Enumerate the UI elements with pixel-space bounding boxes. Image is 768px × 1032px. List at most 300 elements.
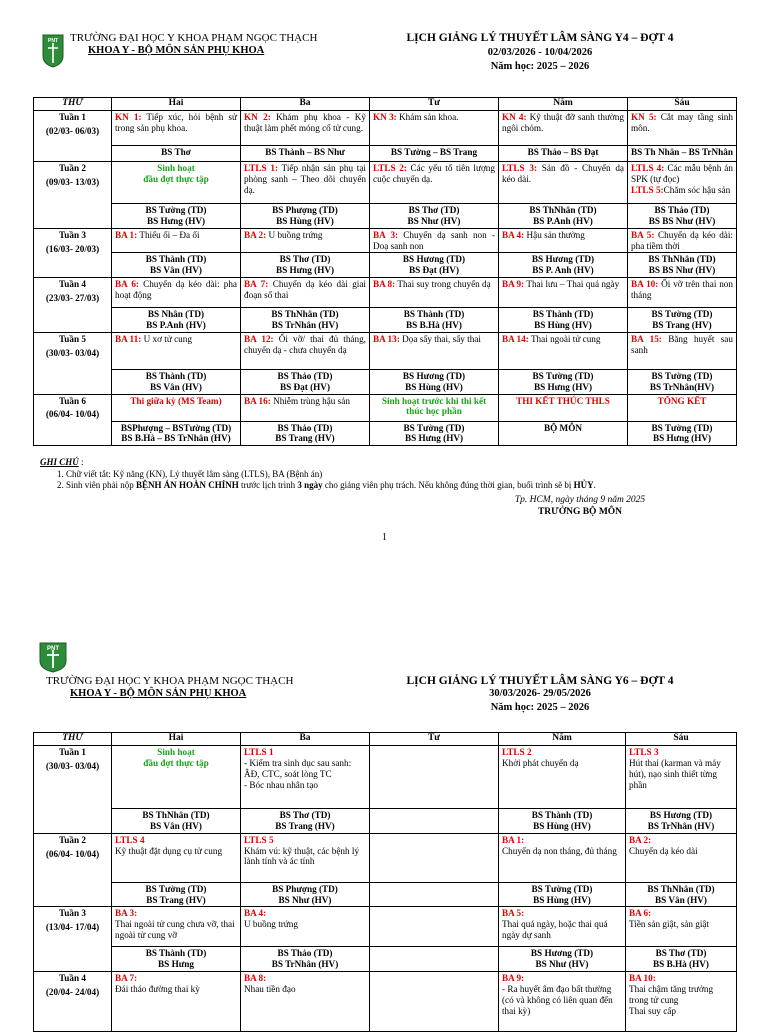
week-label <box>34 394 112 446</box>
topic-cell <box>370 394 499 421</box>
cell-text: BS Hùng (HV) <box>405 381 463 392</box>
week-label <box>34 907 112 972</box>
week-range: (30/03- 03/04) <box>45 760 100 771</box>
lecturer-cell <box>112 146 241 162</box>
cell-text: Chuyển dạ sanh non - Doạ sanh non <box>373 229 495 251</box>
lecturer-cell <box>241 308 370 333</box>
cell-text: Ối vỡ trên thai non tháng <box>631 279 733 301</box>
cell-text: BS Hùng (HV) <box>533 894 591 905</box>
week-name: Tuần 5 <box>59 333 86 344</box>
week-range: (20/04- 24/04) <box>45 987 100 998</box>
topic-cell <box>112 332 241 369</box>
schedule-table-y4 <box>33 97 737 446</box>
topic-code: KN 3: <box>373 112 397 122</box>
lecturer-cell <box>112 421 241 446</box>
school-logo <box>42 34 64 68</box>
topic-code: LTLS 5 <box>244 834 274 845</box>
cell-text: BS Nhân (TD) <box>147 309 205 320</box>
week-lecturer-row <box>34 204 737 229</box>
cell-text: U buồng trứng <box>244 919 298 930</box>
cell-text: Tiếp nhận sản phụ tại phòng sanh – Theo dõi chuyển dạ. <box>244 163 366 195</box>
topic-cell <box>241 394 370 421</box>
cell-text: BS Tường (TD) <box>651 309 713 320</box>
cell-text: Các yếu tố tiên lượng cuộc chuyển dạ. <box>373 163 495 184</box>
topic-cell <box>499 394 628 421</box>
week-label <box>34 111 112 162</box>
lecturer-cell <box>628 369 737 394</box>
week-name: Tuần 1 <box>59 112 86 122</box>
topic-cell <box>241 746 370 809</box>
title-text: LỊCH GIẢNG LÝ THUYẾT LÂM SÀNG Y6 – ĐỢT 4 <box>406 675 674 687</box>
lecturer-cell <box>112 882 241 907</box>
cell-text: BS Hùng (HV) <box>534 320 592 331</box>
lecturer-cell <box>628 421 737 446</box>
lecturer-cell <box>370 809 499 834</box>
cell-text: BS B.Hà (HV) <box>653 959 709 970</box>
cell-text: Đái tháo đường thai kỳ <box>115 984 200 995</box>
cell-text: Hút thai (karman và máy hút), nạo sinh thiết từng phần <box>629 757 721 790</box>
schedule-title <box>390 32 690 72</box>
cell-text: đầu đợt thực tập <box>143 173 209 184</box>
cell-text: BS Hưng (HV) <box>652 433 712 444</box>
lecturer-cell <box>370 308 499 333</box>
week-lecturer-row <box>34 146 737 162</box>
topic-code: BA 6: <box>115 279 139 290</box>
cell-text: BS Thảo (TD) <box>277 370 333 381</box>
cell-text: BS Hương (TD) <box>402 254 466 265</box>
cell-text: BS Trang (HV) <box>275 433 335 444</box>
lecturer-cell <box>241 809 370 834</box>
topic-cell <box>370 162 499 204</box>
week-name: Tuần 2 <box>59 163 86 173</box>
cell-text: Thai ngoài tử cung <box>528 333 601 344</box>
cell-text: Các mẫu bệnh án SPK (tự đọc) <box>631 163 733 184</box>
topic-code: BA 4: <box>502 229 525 240</box>
school-logo-icon <box>42 34 64 68</box>
topic-code: BA 10: <box>631 279 659 290</box>
cell-text: BS Trang (HV) <box>652 320 712 331</box>
cell-text: BS Thơ <box>161 147 191 157</box>
week-name: Tuần 1 <box>59 747 86 757</box>
cell-text: BS Thảo (TD) <box>277 948 333 959</box>
cell-text: BS ThNhân (TD) <box>529 205 597 215</box>
cell-text: Chuyển dạ kéo dài <box>629 845 698 856</box>
week-label <box>34 746 112 834</box>
lecturer-cell <box>370 204 499 229</box>
topic-code: BA 3: <box>373 229 399 240</box>
cell-text: Thai suy trong chuyển dạ <box>395 279 491 290</box>
cell-text: BS Vân (HV) <box>655 894 707 905</box>
topic-code: BA 8: <box>244 973 267 984</box>
cell-text: BS Phượng (TD) <box>272 205 338 215</box>
school-logo <box>38 641 68 673</box>
week-name: Tuần 3 <box>59 229 86 240</box>
week-topic-row <box>34 162 737 204</box>
header-day: Ba <box>241 733 370 746</box>
topic-code: LTLS 2 <box>502 747 532 757</box>
cell-text: BS Thành (TD) <box>532 309 594 320</box>
lecturer-cell <box>628 146 737 162</box>
cell-text: BS Tường – BS Trang <box>390 147 478 157</box>
cell-text: BS Tường (TD) <box>145 205 207 215</box>
week-label <box>34 278 112 333</box>
cell-text: Cắt may tầng sinh môn. <box>631 112 733 133</box>
topic-cell <box>112 746 241 809</box>
topic-code: BA 5: <box>631 229 655 240</box>
week-topic-row <box>34 746 737 809</box>
signer-title: TRƯỞNG BỘ MÔN <box>537 507 623 517</box>
cell-text: BỘ MÔN <box>543 422 583 433</box>
topic-code: LTLS 1 <box>244 747 274 757</box>
cell-text: BS Như (HV) <box>278 894 332 905</box>
cell-text: Chuyển dạ kéo dài: pha hoạt động <box>115 279 237 301</box>
cell-text: BS P.Anh (HV) <box>533 215 593 226</box>
topic-cell <box>241 278 370 308</box>
cell-text: Khám phụ khoa - Kỹ thuật làm phết móng cổ tử cung. <box>244 112 366 133</box>
cell-text: BS Thành (TD) <box>145 254 207 265</box>
topic-cell <box>626 833 737 882</box>
cell-text: BS Thành (TD) <box>145 370 207 381</box>
week-range: (30/03- 03/04) <box>45 347 100 358</box>
cell-text: BS ThNhân (TD) <box>142 810 210 820</box>
week-name: Tuần 4 <box>59 279 86 290</box>
lecturer-cell <box>241 253 370 278</box>
cell-text: BS TrNhân (HV) <box>647 820 715 831</box>
cell-text: BS Thơ (TD) <box>279 254 331 265</box>
lecturer-cell <box>112 809 241 834</box>
topic-code: BA 7: <box>115 973 138 984</box>
cell-text: BS Vân (HV) <box>150 820 202 831</box>
topic-cell <box>499 111 628 146</box>
header-thu: THỨ <box>34 733 112 746</box>
lecturer-cell <box>499 809 626 834</box>
topic-code: LTLS 2: <box>373 163 407 173</box>
cell-text: BS Hưng <box>158 959 194 970</box>
week-topic-row <box>34 111 737 146</box>
week-lecturer-row <box>34 253 737 278</box>
cell-text: Tiếp xúc, hỏi bệnh sử trong sản phụ khoa. <box>115 112 237 133</box>
cell-text: BS Tường (TD) <box>531 883 593 894</box>
department-name: KHOA Y - BỘ MÔN SẢN PHỤ KHOA <box>88 45 265 56</box>
topic-cell <box>628 162 737 204</box>
header-day: Sáu <box>628 98 737 111</box>
cell-text: BSPhượng – BSTường (TD) <box>120 422 232 433</box>
cell-text: BS B.Hà – BS TrNhân (HV) <box>121 433 231 444</box>
signature-block <box>480 495 680 517</box>
header-row <box>34 733 737 746</box>
cell-text: BS Hương (TD) <box>649 810 713 820</box>
lecturer-cell <box>628 253 737 278</box>
schedule-table-y6 <box>33 732 737 1032</box>
topic-cell <box>499 332 628 369</box>
topic-code: BA 12: <box>244 333 274 344</box>
topic-code: BA 9: <box>502 973 525 984</box>
topic-code: BA 13: <box>373 333 400 344</box>
week-label <box>34 972 112 1032</box>
topic-cell <box>628 394 737 421</box>
notes-title: GHI CHÚ <box>40 457 79 467</box>
lecturer-cell <box>499 204 628 229</box>
topic-cell <box>241 833 370 882</box>
cell-text: BS Hương (TD) <box>531 254 595 265</box>
cell-text: BS Trang (HV) <box>146 894 206 905</box>
cell-text: BS Hưng (HV) <box>404 433 464 444</box>
topic-cell <box>499 833 626 882</box>
cell-text: BS Thành – BS Như <box>265 147 345 157</box>
cell-text: BS Th Nhân – BS TrNhân <box>631 147 733 157</box>
cell-text: BS Hưng (HV) <box>275 265 335 276</box>
cell-text: BS Đạt (HV) <box>408 265 460 276</box>
week-lecturer-row <box>34 369 737 394</box>
topic-cell <box>112 162 241 204</box>
cell-text: BS Thành (TD) <box>403 309 465 320</box>
date-range: 30/03/2026- 29/05/2026 <box>489 688 591 699</box>
lecturer-cell <box>370 882 499 907</box>
cell-text: Kỹ thuật đặt dụng cụ tử cung <box>115 845 223 856</box>
cell-text: BS Thơ (TD) <box>279 810 331 820</box>
topic-code: KN 5: <box>631 112 657 122</box>
topic-cell <box>499 228 628 253</box>
topic-cell <box>241 332 370 369</box>
place-date: Tp. HCM, ngày tháng 9 năm 2025 <box>514 495 646 505</box>
lecturer-cell <box>499 369 628 394</box>
cell-text: BS Thành (TD) <box>531 810 593 820</box>
week-label <box>34 228 112 277</box>
cell-text: Nhiễm trùng hậu sản <box>270 395 350 406</box>
lecturer-cell <box>499 421 628 446</box>
lecturer-cell <box>241 882 370 907</box>
cell-text: - Kiểm tra sinh dục sau sanh: ÂĐ, CTC, soát lòng TC <box>244 757 352 779</box>
topic-code: BA 15: <box>631 333 662 344</box>
header-thu: THỨ <box>34 98 112 111</box>
cell-text: Thai chậm tăng trưởng trong tử cung <box>629 984 714 1005</box>
topic-code: BA 8: <box>373 279 396 290</box>
cell-text: BS ThNhân (TD) <box>648 254 716 265</box>
cell-text: BS Tường (TD) <box>403 422 465 433</box>
cell-text: - Bóc nhau nhân tạo <box>244 779 318 790</box>
lecturer-cell <box>241 146 370 162</box>
school-name: TRƯỜNG ĐẠI HỌC Y KHOA PHẠM NGỌC THẠCH <box>46 675 294 687</box>
cell-text: Chăm sóc hậu sản <box>663 184 731 195</box>
topic-code: LTLS 3 <box>629 747 659 757</box>
topic-code: BA 14: <box>502 333 529 344</box>
header-day: Năm <box>499 733 626 746</box>
cell-text: BS ThNhân (TD) <box>647 883 715 894</box>
cell-text: Chuyển dạ non tháng, đủ tháng <box>502 845 617 856</box>
header-row <box>34 98 737 111</box>
topic-cell <box>112 972 241 1032</box>
cell-text: BS Thành (TD) <box>145 948 207 959</box>
lecturer-cell <box>499 146 628 162</box>
cell-text: BS Phượng (TD) <box>272 883 338 894</box>
cell-text: BS Hương (TD) <box>402 370 466 381</box>
note-item: 1. Chữ viết tắt: Kỹ năng (KN), Lý thuyết lâm sàng (LTLS), BA (Bệnh án) <box>66 469 730 479</box>
week-range: (09/03- 13/03) <box>45 176 100 187</box>
week-label <box>34 162 112 229</box>
cell-text: BS Tường (TD) <box>651 370 713 381</box>
title-text: LỊCH GIẢNG LÝ THUYẾT LÂM SÀNG Y4 – ĐỢT 4 <box>406 32 674 44</box>
cell-text: BS Thảo (TD) <box>277 422 333 433</box>
lecturer-cell <box>370 253 499 278</box>
week-label <box>34 332 112 394</box>
cell-text: BS Như (HV) <box>535 959 589 970</box>
note-emphasis: HỦY <box>573 480 594 490</box>
cell-text: Nhau tiền đạo <box>244 984 296 995</box>
lecturer-cell <box>628 204 737 229</box>
topic-cell <box>241 972 370 1032</box>
note-emphasis: BỆNH ÁN HOÀN CHỈNH <box>136 480 239 490</box>
topic-code: LTLS 3: <box>502 163 538 173</box>
cell-text: BS Hùng (HV) <box>533 820 591 831</box>
lecturer-cell <box>112 308 241 333</box>
cell-text: BS Thơ (TD) <box>655 948 707 959</box>
cell-text: BS Thảo – BS Đạt <box>527 147 599 157</box>
school-name: TRƯỜNG ĐẠI HỌC Y KHOA PHẠM NGỌC THẠCH <box>70 32 318 44</box>
topic-code: BA 6: <box>629 908 652 919</box>
page-2 <box>0 600 768 1024</box>
cell-text: Kỹ thuật đỡ sanh thường ngôi chỏm. <box>502 112 624 133</box>
lecturer-cell <box>626 947 737 972</box>
week-topic-row <box>34 332 737 369</box>
topic-code: LTLS 5: <box>631 184 664 195</box>
topic-code: BA 4: <box>244 908 267 919</box>
topic-cell <box>370 111 499 146</box>
cell-text: BS BS Như (HV) <box>648 215 716 226</box>
topic-cell <box>499 746 626 809</box>
cell-text: BS Hưng (HV) <box>533 381 593 392</box>
cell-text: Chuyển dạ kéo dài giai đoạn số thai <box>244 279 366 301</box>
cell-text: BS BS Như (HV) <box>648 265 716 276</box>
lecturer-cell <box>112 253 241 278</box>
lecturer-cell <box>112 947 241 972</box>
cell-text: BS Hưng (HV) <box>146 215 206 226</box>
topic-cell <box>241 907 370 947</box>
cell-text: TỔNG KẾT <box>657 395 707 406</box>
week-topic-row <box>34 972 737 1032</box>
cell-text: BS P.Anh (HV) <box>146 320 206 331</box>
week-lecturer-row <box>34 882 737 907</box>
lecturer-cell <box>241 369 370 394</box>
cell-text: BS Như (HV) <box>407 215 461 226</box>
topic-cell <box>112 907 241 947</box>
week-range: (06/04- 10/04) <box>45 409 100 420</box>
week-name: Tuần 6 <box>59 395 86 406</box>
week-range: (02/03- 06/03) <box>45 125 100 136</box>
week-range: (16/03- 20/03) <box>45 243 100 254</box>
lecturer-cell <box>499 947 626 972</box>
lecturer-cell <box>626 809 737 834</box>
cell-text: Ối vỡ/ thai đủ tháng, chuyển dạ - chưa chuyển dạ <box>244 333 366 355</box>
note-item: 2. Sinh viên phải nộp BỆNH ÁN HOÀN CHỈNH trước lịch trình 3 ngày cho giảng viên phụ trách. Nếu không đúng thời gian, buổi trình sẽ bị HỦY. <box>66 480 730 490</box>
cell-text: Sinh hoạt <box>157 163 195 173</box>
week-range: (23/03- 27/03) <box>45 293 100 304</box>
cell-text: U buồng trứng <box>266 229 323 240</box>
topic-cell <box>112 278 241 308</box>
week-lecturer-row <box>34 421 737 446</box>
cell-text: đầu đợt thực tập <box>143 757 209 768</box>
topic-code: BA 11: <box>115 333 142 344</box>
topic-code: LTLS 1: <box>244 163 279 173</box>
topic-cell <box>499 278 628 308</box>
topic-cell <box>499 162 628 204</box>
lecturer-cell <box>370 369 499 394</box>
lecturer-cell <box>112 369 241 394</box>
topic-cell <box>626 972 737 1032</box>
topic-code: BA 2: <box>629 834 652 845</box>
cell-text: Khởi phát chuyển dạ <box>502 757 579 768</box>
topic-code: BA 1: <box>115 229 138 240</box>
week-range: (06/04- 10/04) <box>45 848 100 859</box>
schedule-title <box>390 675 690 713</box>
topic-cell <box>370 278 499 308</box>
lecturer-cell <box>112 204 241 229</box>
cell-text: Khám vú: kỹ thuật, các bệnh lý lành tính và ác tính <box>244 845 360 867</box>
cell-text: Sinh hoạt <box>157 747 195 757</box>
topic-cell <box>370 833 499 882</box>
cell-text: BS Vân (HV) <box>150 265 202 276</box>
header-day: Hai <box>112 733 241 746</box>
week-label <box>34 833 112 907</box>
cell-text: BS Vân (HV) <box>150 381 202 392</box>
week-topic-row <box>34 394 737 421</box>
cell-text: BS Hùng (HV) <box>276 215 334 226</box>
topic-code: BA 1: <box>502 834 525 845</box>
cell-text: Thai lưu – Thai quá ngày <box>524 279 620 290</box>
topic-cell <box>370 228 499 253</box>
cell-text: BS Tường (TD) <box>145 883 207 894</box>
lecturer-cell <box>626 882 737 907</box>
topic-cell <box>628 278 737 308</box>
cell-text: BS Hương (TD) <box>530 948 594 959</box>
week-topic-row <box>34 833 737 882</box>
cell-text: Hậu sản thường <box>524 229 585 240</box>
topic-cell <box>112 394 241 421</box>
cell-text: BS TrNhân (HV) <box>271 959 339 970</box>
cell-text: Băng huyết sau sanh <box>631 333 733 355</box>
note-emphasis: 3 ngày <box>297 480 323 490</box>
svg-text:PNT: PNT <box>48 38 58 44</box>
header-day: Năm <box>499 98 628 111</box>
topic-cell <box>370 746 499 809</box>
topic-cell <box>499 972 626 1032</box>
lecturer-cell <box>370 421 499 446</box>
week-lecturer-row <box>34 947 737 972</box>
lecturer-cell <box>241 947 370 972</box>
week-topic-row <box>34 228 737 253</box>
topic-code: BA 9: <box>502 279 525 290</box>
week-topic-row <box>34 907 737 947</box>
cell-text: THI KẾT THÚC THLS <box>516 395 610 406</box>
cell-text: Thai ngoài tử cung chưa vỡ, thai ngoài tử cung vỡ <box>115 919 235 941</box>
topic-cell <box>370 332 499 369</box>
cell-text: Thai quá ngày, hoặc thai quá ngày dự sanh <box>502 919 608 941</box>
topic-code: KN 1: <box>115 112 142 122</box>
week-name: Tuần 4 <box>59 973 86 984</box>
topic-cell <box>628 332 737 369</box>
cell-text: BS ThNhân (TD) <box>271 309 339 320</box>
cell-text: BS Thảo (TD) <box>654 205 710 215</box>
topic-cell <box>112 228 241 253</box>
topic-code: KN 2: <box>244 112 271 122</box>
topic-code: BA 7: <box>244 279 269 290</box>
cell-text: BS Trang (HV) <box>275 820 335 831</box>
cell-text: BS TrNhân (HV) <box>271 320 339 331</box>
topic-cell <box>241 111 370 146</box>
topic-code: BA 10: <box>629 973 656 984</box>
lecturer-cell <box>628 308 737 333</box>
topic-cell <box>241 228 370 253</box>
topic-cell <box>628 111 737 146</box>
